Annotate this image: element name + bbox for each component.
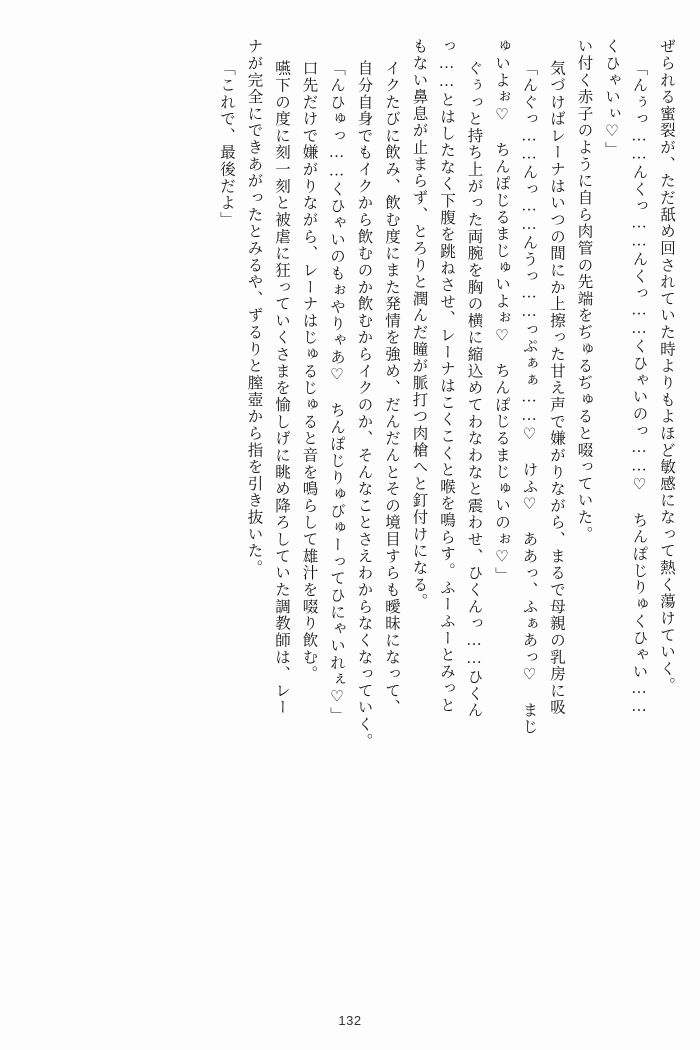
page-number: 132 [338, 1013, 362, 1028]
text-column: もない鼻息が止まらず、とろりと潤んだ瞳が脈打つ肉槍へと釘付けになる。 [410, 38, 428, 610]
text-column: くひゃいぃ♡」 [603, 38, 620, 159]
vertical-text-body [28, 38, 674, 988]
text-column: 自分自身でもイクから飲むのか飲むからイクのか、そんなことさえわからなくなっていく。 [355, 60, 373, 750]
text-column: ぐぅっと持ち上がった両腕を胸の横に縮込めてわなわなと震わせ、ひくんっ……ひくん [465, 60, 483, 719]
text-column: 気づけばレーナはいつの間にか上擦った甘え声で嫌がりながら、まるで母親の乳房に吸 [548, 60, 565, 716]
text-column: イクたびに飲み、飲む度にまた発情を強め、だんだんとその境目すらも曖昧になって、 [383, 60, 400, 716]
text-column: 「んぐっ……んっ……んうっ……っぷぁぁ……♡ けふ♡ ああっ、ふぁあっ♡ まじ [520, 60, 538, 736]
text-column: ぜられる蜜裂が、ただ舐め回されていた時よりもよほど敏感になって熱く蕩けていく。 [658, 38, 675, 694]
text-column: ナが完全にできあがったとみるや、ずるりと膣壺から指を引き抜いた。 [245, 38, 263, 577]
text-column: 「んひゅっ……くひゃいのもぉやりゃあ♡ ちんぽじりゅびゅーってひにゃいれぇ♡」 [328, 60, 345, 724]
text-column: 「んぅっ……んくっ……んくっ……くひゃいのっ……♡ ちんぽじりゅくひゃい…… [630, 60, 648, 717]
text-column: っ……とはしたなく下腹を跳ねさせ、レーナはこくこくと喉を鳴らす。ふーふーとみっと [438, 38, 455, 714]
text-column: ゅいよぉ♡ ちんぽじるまじゅいよぉ♡ ちんぽじるまじゅいのぉ♡」 [493, 38, 510, 584]
text-column: 「これで、最後だよ」 [218, 60, 235, 229]
text-column: 口先だけで嫌がりながら、レーナはじゅるじゅると音を鳴らして雄汁を啜り飲む。 [300, 60, 318, 683]
text-column: 嚥下の度に刻一刻と被虐に狂っていくさまを愉しげに眺め降ろしていた調教師は、レー [273, 60, 290, 716]
text-column: い付く赤子のように自ら肉管の先端をぢゅるぢゅると啜っていた。 [575, 38, 593, 543]
